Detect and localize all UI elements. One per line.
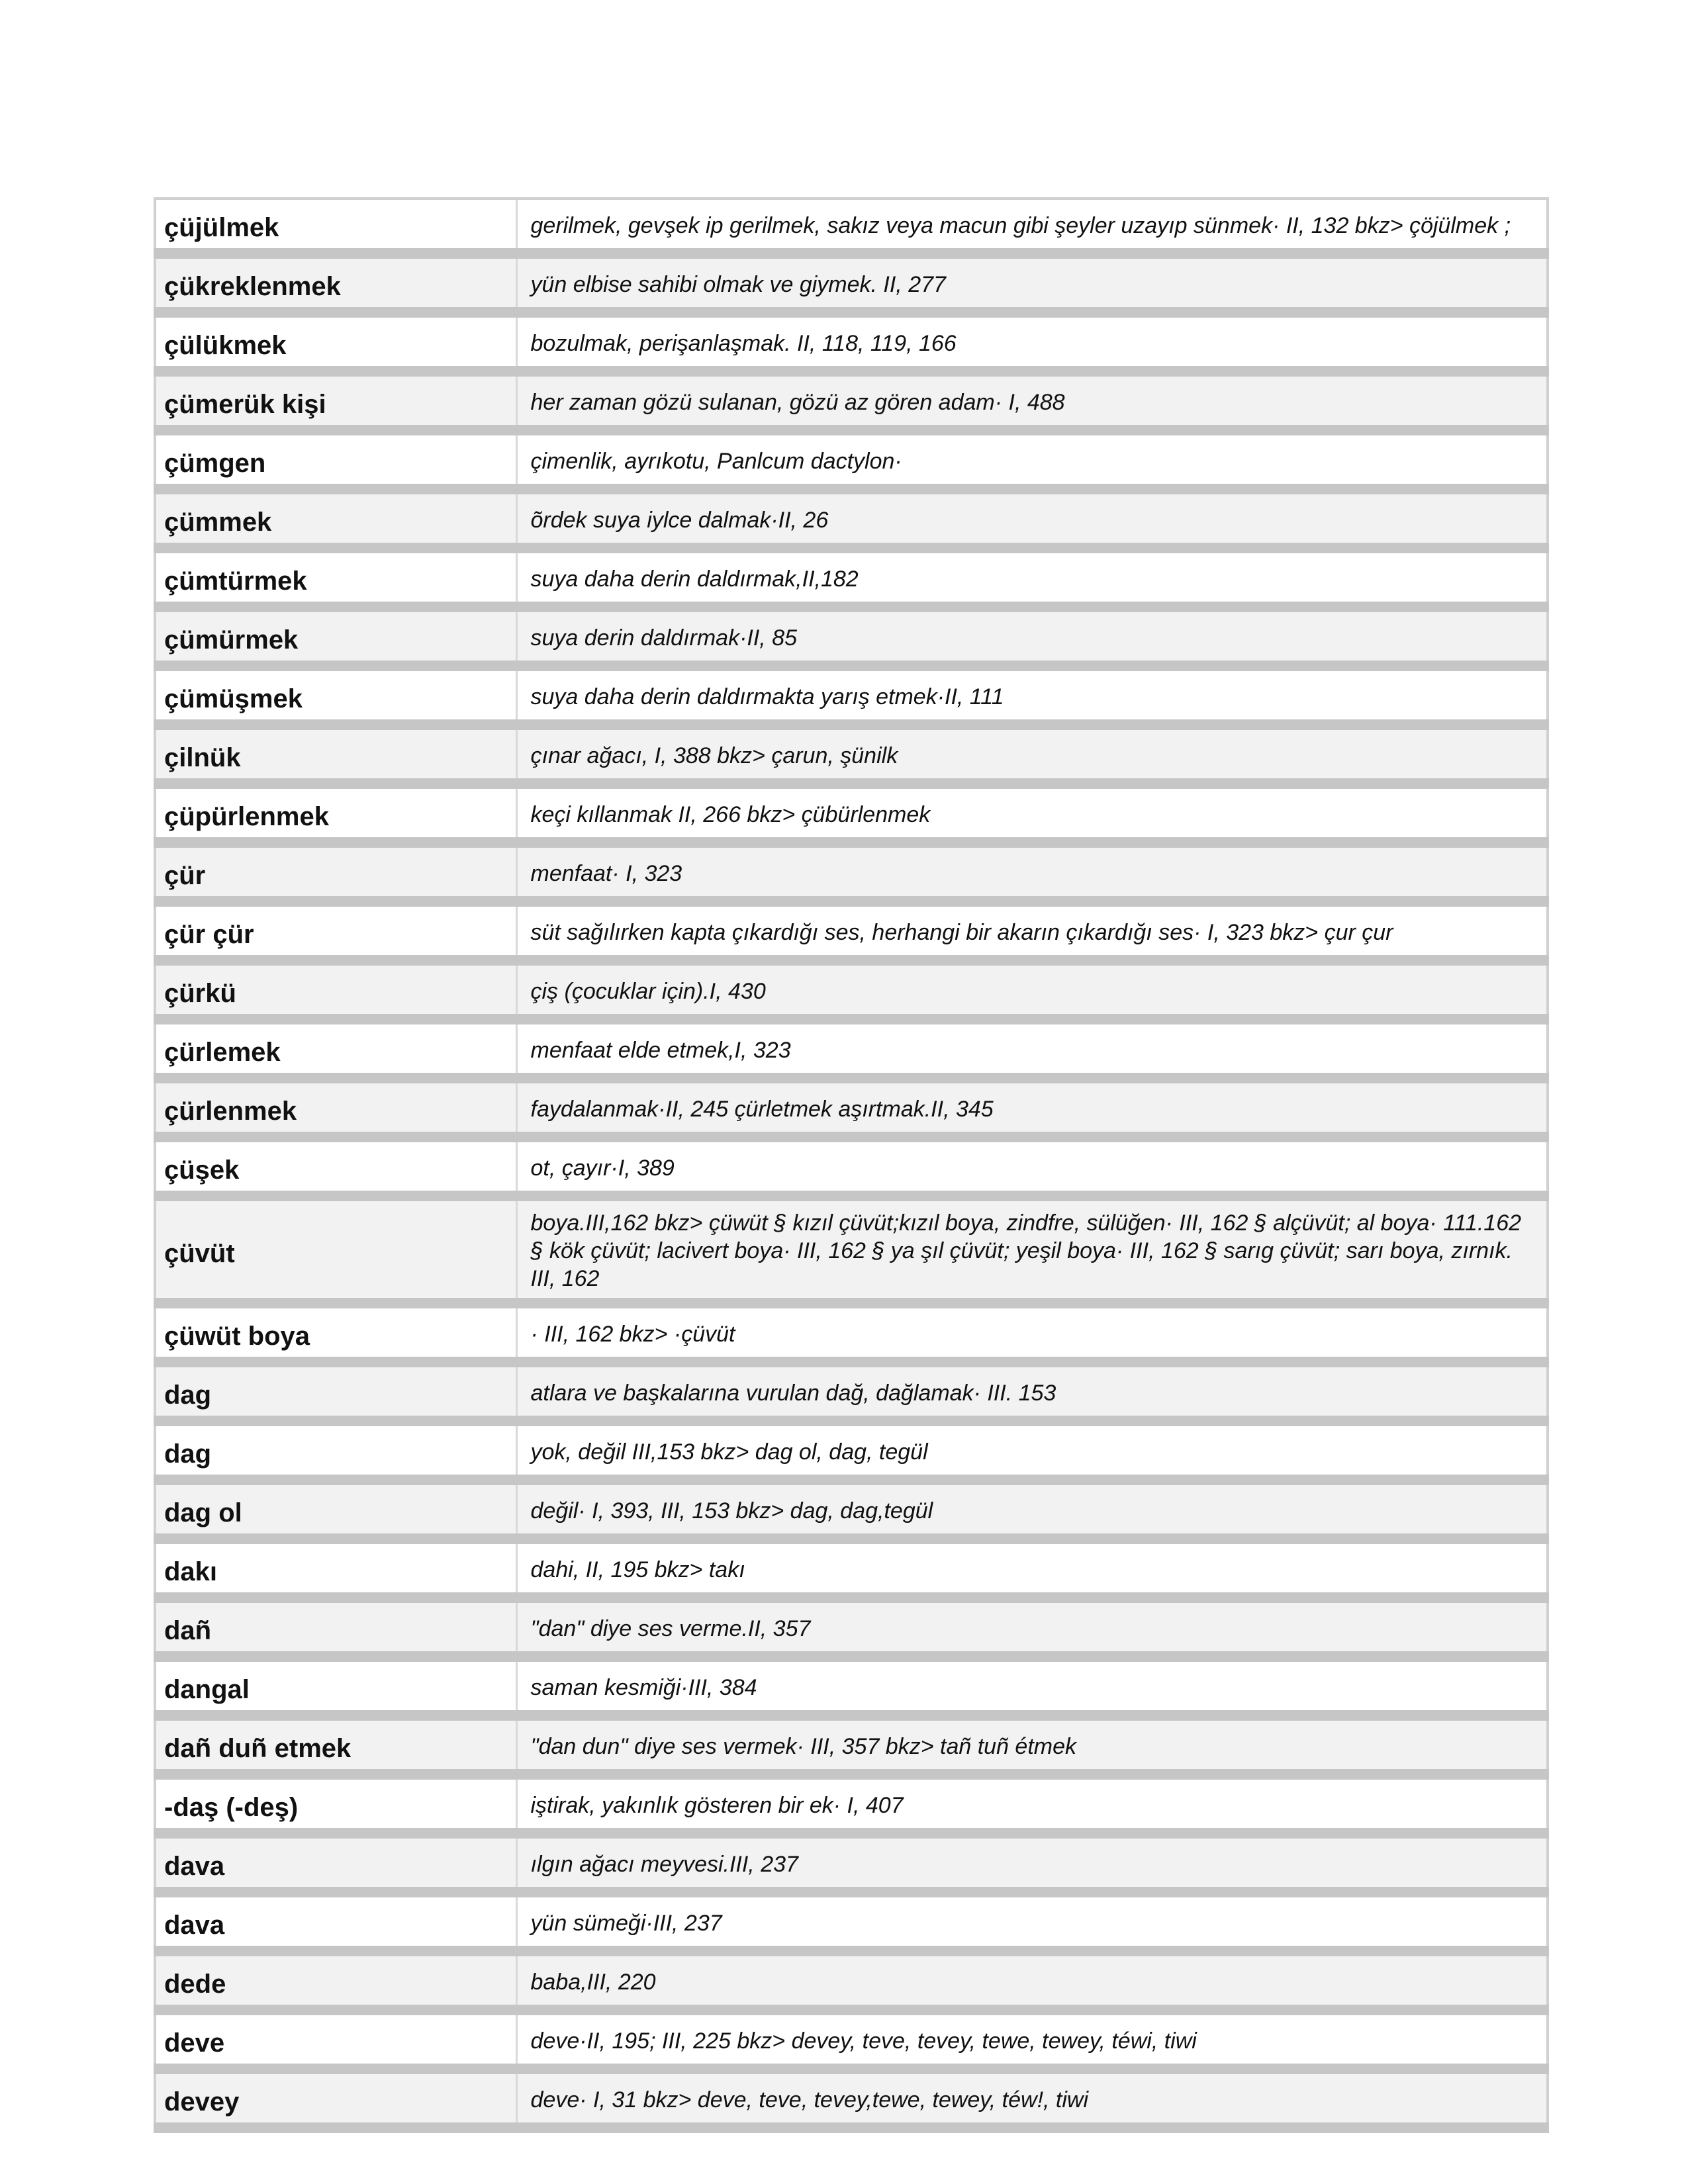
definition-cell: deve· I, 31 bkz> deve, teve, tevey,tewe, tewey, téw!, tiwi — [516, 2069, 1548, 2128]
definition-cell: baba,III, 220 — [516, 1951, 1548, 2010]
term-cell: çür çür — [155, 901, 516, 960]
table-row — [155, 1892, 1548, 1951]
term-cell: dangal — [155, 1657, 516, 1715]
table-row — [155, 1833, 1548, 1892]
definition-cell: keçi kıllanmak II, 266 bkz> çübürlenmek — [516, 784, 1548, 842]
term-cell: dag — [155, 1362, 516, 1421]
table-row — [155, 312, 1548, 371]
definition-cell: atlara ve başkalarına vurulan dağ, dağlamak· III. 153 — [516, 1362, 1548, 1421]
term-cell: çürlemek — [155, 1019, 516, 1078]
table-row — [155, 1362, 1548, 1421]
table-row — [155, 1019, 1548, 1078]
table-row — [155, 725, 1548, 784]
definition-cell: bozulmak, perişanlaşmak. II, 118, 119, 166 — [516, 312, 1548, 371]
term-cell: dañ — [155, 1598, 516, 1657]
table-row — [155, 489, 1548, 548]
term-cell: çürlenmek — [155, 1078, 516, 1137]
definition-cell: · III, 162 bkz> ·çüvüt — [516, 1303, 1548, 1362]
term-cell: çürkü — [155, 960, 516, 1019]
term-cell: dag ol — [155, 1480, 516, 1539]
table-row — [155, 1421, 1548, 1480]
definition-cell: suya derin daldırmak·II, 85 — [516, 607, 1548, 666]
definition-cell: boya.III,162 bkz> çüwüt § kızıl çüvüt;kızıl boya, zindfre, sülüğen· III, 162 § alçüvüt; al boya· 111.162 § kök çüvüt; lacivert boya· III, 162 § ya şıl çüvüt; yeşil boya· III, 162 § sarıg çüvüt; sarı boya, zırnık. III, 162 — [516, 1196, 1548, 1303]
term-cell: çümüşmek — [155, 666, 516, 725]
term-cell: çüwüt boya — [155, 1303, 516, 1362]
definition-cell: çınar ağacı, I, 388 bkz> çarun, şünilk — [516, 725, 1548, 784]
definition-cell: dahi, II, 195 bkz> takı — [516, 1539, 1548, 1598]
definition-cell: iştirak, yakınlık gösteren bir ek· I, 407 — [516, 1774, 1548, 1833]
definition-cell: faydalanmak·II, 245 çürletmek aşırtmak.II, 345 — [516, 1078, 1548, 1137]
definition-cell: yün elbise sahibi olmak ve giymek. II, 277 — [516, 253, 1548, 312]
term-cell: çümtürmek — [155, 548, 516, 607]
term-cell: çilnük — [155, 725, 516, 784]
table-row — [155, 430, 1548, 489]
table-row — [155, 2010, 1548, 2069]
term-cell: dag — [155, 1421, 516, 1480]
term-cell: çüjülmek — [155, 199, 516, 253]
definition-cell: çiş (çocuklar için).I, 430 — [516, 960, 1548, 1019]
term-cell: dede — [155, 1951, 516, 2010]
definition-cell: menfaat· I, 323 — [516, 842, 1548, 901]
term-cell: devey — [155, 2069, 516, 2128]
definition-cell: deve·II, 195; III, 225 bkz> devey, teve, tevey, tewe, tewey, téwi, tiwi — [516, 2010, 1548, 2069]
table-row — [155, 1657, 1548, 1715]
definition-cell: õrdek suya iylce dalmak·II, 26 — [516, 489, 1548, 548]
term-cell: dava — [155, 1833, 516, 1892]
definition-cell: "dan dun" diye ses vermek· III, 357 bkz> tañ tuñ étmek — [516, 1715, 1548, 1774]
table-row — [155, 1539, 1548, 1598]
term-cell: çüvüt — [155, 1196, 516, 1303]
definition-cell: çimenlik, ayrıkotu, Panlcum dactylon· — [516, 430, 1548, 489]
table-row — [155, 253, 1548, 312]
definition-cell: "dan" diye ses verme.II, 357 — [516, 1598, 1548, 1657]
definition-cell: ot, çayır·I, 389 — [516, 1137, 1548, 1196]
table-row — [155, 371, 1548, 430]
definition-cell: yok, değil III,153 bkz> dag ol, dag, tegül — [516, 1421, 1548, 1480]
table-row — [155, 1598, 1548, 1657]
definition-cell: her zaman gözü sulanan, gözü az gören adam· I, 488 — [516, 371, 1548, 430]
glossary-table — [154, 197, 1549, 2133]
term-cell: çür — [155, 842, 516, 901]
term-cell: çümerük kişi — [155, 371, 516, 430]
definition-cell: ılgın ağacı meyvesi.III, 237 — [516, 1833, 1548, 1892]
definition-cell: menfaat elde etmek,I, 323 — [516, 1019, 1548, 1078]
term-cell: çümgen — [155, 430, 516, 489]
table-row — [155, 960, 1548, 1019]
table-row — [155, 1480, 1548, 1539]
definition-cell: suya daha derin daldırmakta yarış etmek·II, 111 — [516, 666, 1548, 725]
table-row — [155, 548, 1548, 607]
definition-cell: suya daha derin daldırmak,II,182 — [516, 548, 1548, 607]
table-row — [155, 1196, 1548, 1303]
definition-cell: süt sağılırken kapta çıkardığı ses, herhangi bir akarın çıkardığı ses· I, 323 bkz> çur çur — [516, 901, 1548, 960]
definition-cell: saman kesmiği·III, 384 — [516, 1657, 1548, 1715]
definition-cell: değil· I, 393, III, 153 bkz> dag, dag,tegül — [516, 1480, 1548, 1539]
table-row — [155, 842, 1548, 901]
term-cell: -daş (-deş) — [155, 1774, 516, 1833]
table-row — [155, 199, 1548, 253]
term-cell: çümürmek — [155, 607, 516, 666]
term-cell: dañ duñ etmek — [155, 1715, 516, 1774]
term-cell: çümmek — [155, 489, 516, 548]
term-cell: dakı — [155, 1539, 516, 1598]
table-row — [155, 666, 1548, 725]
table-row — [155, 1303, 1548, 1362]
table-row — [155, 784, 1548, 842]
term-cell: çüşek — [155, 1137, 516, 1196]
table-row — [155, 1078, 1548, 1137]
term-cell: çüpürlenmek — [155, 784, 516, 842]
term-cell: çükreklenmek — [155, 253, 516, 312]
definition-cell: gerilmek, gevşek ip gerilmek, sakız veya macun gibi şeyler uzayıp sünmek· II, 132 bkz> çöjülmek ; — [516, 199, 1548, 253]
table-row — [155, 1951, 1548, 2010]
term-cell: çülükmek — [155, 312, 516, 371]
glossary-body — [155, 199, 1548, 2128]
table-row — [155, 1715, 1548, 1774]
term-cell: deve — [155, 2010, 516, 2069]
table-row — [155, 901, 1548, 960]
table-row — [155, 607, 1548, 666]
term-cell: dava — [155, 1892, 516, 1951]
definition-cell: yün sümeği·III, 237 — [516, 1892, 1548, 1951]
table-row — [155, 2069, 1548, 2128]
table-row — [155, 1774, 1548, 1833]
table-row — [155, 1137, 1548, 1196]
